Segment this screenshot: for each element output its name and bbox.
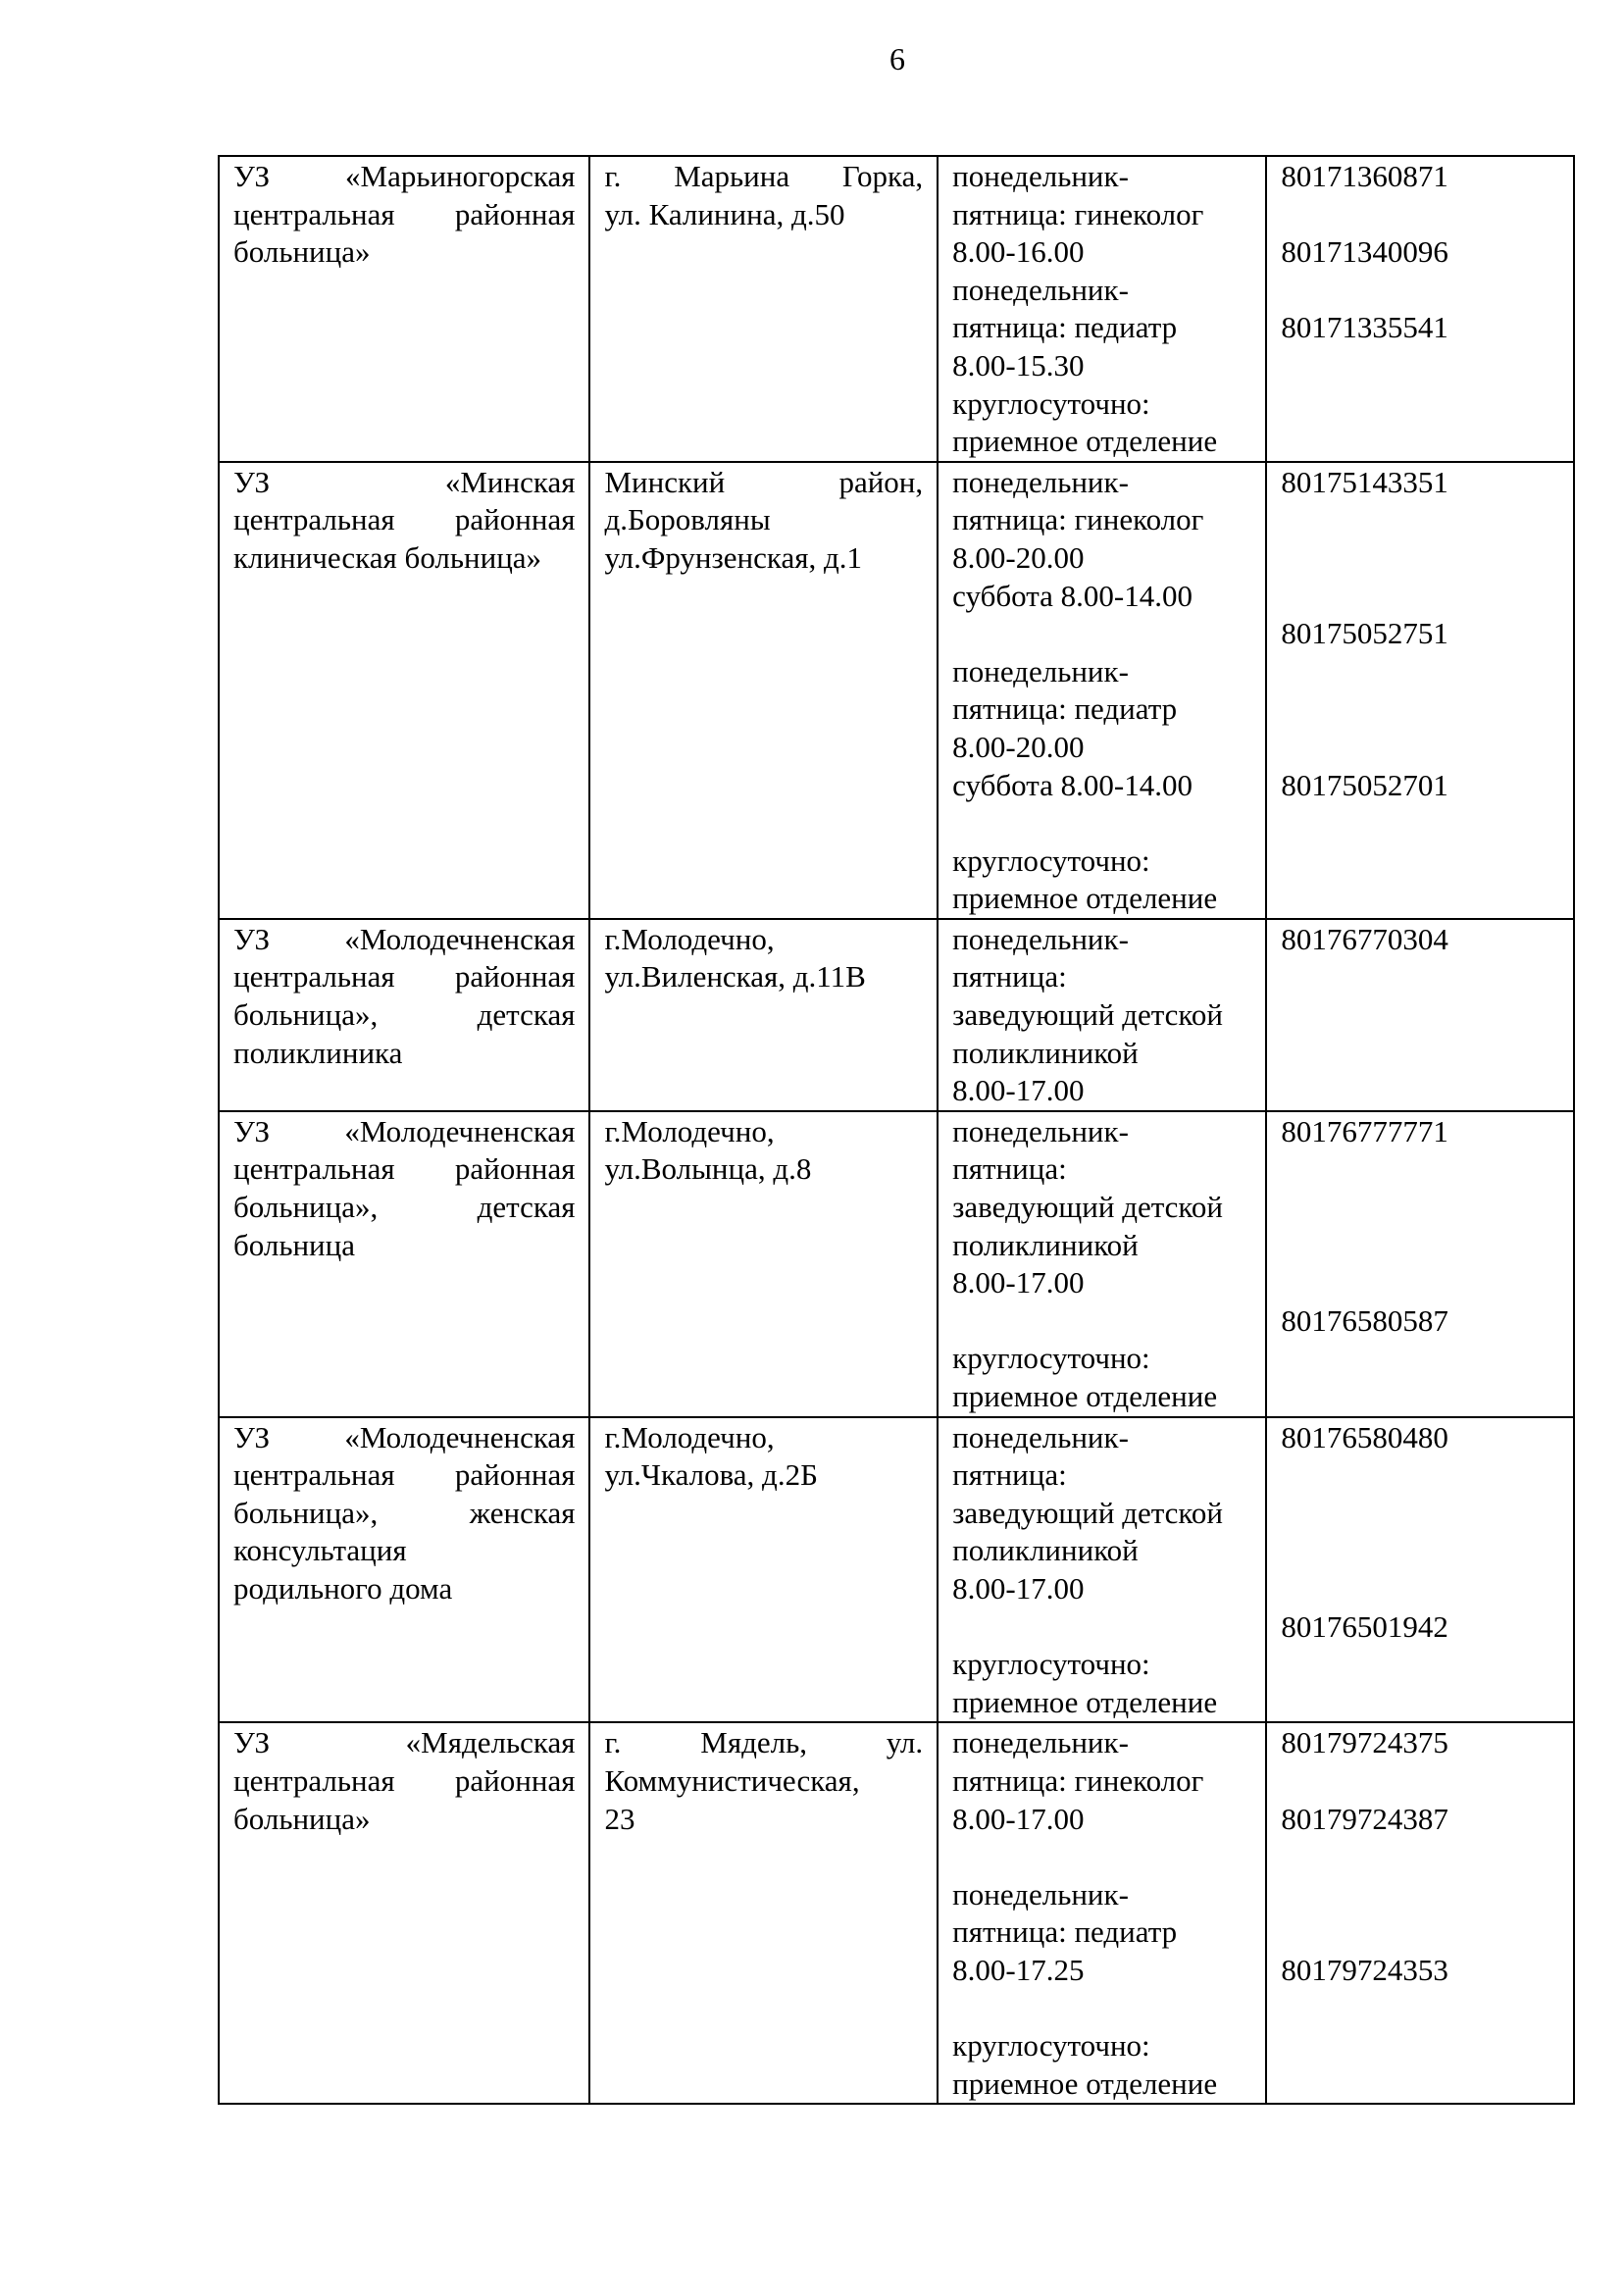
address-line: 23 bbox=[604, 1801, 635, 1836]
hours-line: понедельник- bbox=[952, 159, 1129, 193]
spacer bbox=[1281, 1150, 1559, 1189]
organization-line: клиническая больница» bbox=[233, 539, 542, 575]
hours-line: понедельник- bbox=[952, 1725, 1129, 1760]
hours-line: понедельник- bbox=[952, 1419, 1129, 1454]
hours-line: приемное отделение bbox=[952, 1684, 1218, 1719]
organization-line: УЗ «Минская bbox=[233, 464, 576, 499]
hours-line: круглосуточно: bbox=[952, 1341, 1150, 1376]
address-line: д.Боровляны bbox=[604, 502, 771, 537]
contacts-table bbox=[218, 155, 1575, 2105]
hours-line: пятница: педиатр bbox=[952, 310, 1178, 345]
hours-line: понедельник- bbox=[952, 464, 1129, 499]
spacer bbox=[952, 1838, 1251, 1876]
organization-line: больница bbox=[233, 1227, 355, 1262]
table-row bbox=[219, 919, 1574, 1111]
spacer bbox=[1281, 539, 1559, 578]
hours-line: поликлиникой bbox=[952, 1533, 1139, 1568]
spacer bbox=[1281, 1762, 1559, 1801]
hours-line: приемное отделение bbox=[952, 1379, 1218, 1413]
phone-number: 80176777771 bbox=[1281, 1113, 1448, 1148]
table-row bbox=[219, 156, 1574, 462]
phone-number: 80171335541 bbox=[1281, 310, 1448, 345]
phone-number: 80176580480 bbox=[1281, 1419, 1448, 1454]
hours-line: 8.00-15.30 bbox=[952, 347, 1085, 382]
organization-line: больница» bbox=[233, 234, 371, 270]
hours-line: 8.00-16.00 bbox=[952, 234, 1085, 270]
organization-cell bbox=[219, 1111, 589, 1417]
phone-number: 80171360871 bbox=[1281, 159, 1448, 193]
hours-cell bbox=[938, 1417, 1266, 1723]
organization-line: центральная районная bbox=[233, 959, 576, 994]
address-line: г.Молодечно, bbox=[604, 1419, 775, 1454]
hours-line: пятница: гинеколог bbox=[952, 502, 1204, 537]
hours-line: 8.00-17.00 bbox=[952, 1570, 1085, 1606]
hours-line: суббота 8.00-14.00 bbox=[952, 578, 1193, 613]
spacer bbox=[952, 615, 1251, 653]
hours-cell bbox=[938, 1722, 1266, 2104]
hours-line: поликлиникой bbox=[952, 1227, 1139, 1262]
spacer bbox=[1281, 196, 1559, 234]
hours-line: круглосуточно: bbox=[952, 2028, 1150, 2064]
hours-line: суббота 8.00-14.00 bbox=[952, 767, 1193, 802]
organization-line: центральная районная bbox=[233, 1457, 576, 1493]
organization-line: центральная районная bbox=[233, 1762, 576, 1798]
spacer bbox=[1281, 1456, 1559, 1495]
hours-line: 8.00-17.00 bbox=[952, 1801, 1085, 1836]
spacer bbox=[952, 1302, 1251, 1341]
address-line: Коммунистическая, bbox=[604, 1762, 860, 1798]
spacer bbox=[1281, 729, 1559, 767]
hours-line: приемное отделение bbox=[952, 881, 1218, 916]
organization-cell bbox=[219, 1722, 589, 2104]
organization-cell bbox=[219, 1417, 589, 1723]
spacer bbox=[952, 1608, 1251, 1647]
table-row bbox=[219, 1111, 1574, 1417]
spacer bbox=[952, 1990, 1251, 2028]
hours-line: заведующий детской bbox=[952, 1190, 1223, 1225]
spacer bbox=[1281, 1838, 1559, 1876]
address-cell bbox=[589, 1722, 938, 2104]
organization-line: УЗ «Мядельская bbox=[233, 1725, 576, 1760]
address-line: ул.Волынца, д.8 bbox=[604, 1151, 812, 1187]
page-number: 6 bbox=[889, 41, 905, 76]
spacer bbox=[1281, 1876, 1559, 1914]
organization-line: больница», женская bbox=[233, 1495, 576, 1530]
hours-line: пятница: bbox=[952, 1457, 1067, 1493]
phone-number: 80176770304 bbox=[1281, 921, 1448, 956]
organization-line: больница», детская bbox=[233, 997, 576, 1033]
hours-line: приемное отделение bbox=[952, 424, 1218, 459]
address-cell bbox=[589, 156, 938, 462]
hours-line: 8.00-17.00 bbox=[952, 1073, 1085, 1108]
hours-line: понедельник- bbox=[952, 1113, 1129, 1148]
address-cell bbox=[589, 1417, 938, 1723]
spacer bbox=[1281, 1532, 1559, 1570]
hours-line: заведующий детской bbox=[952, 1495, 1223, 1530]
address-line: ул.Фрунзенская, д.1 bbox=[604, 539, 862, 575]
phone-number: 80179724353 bbox=[1281, 1952, 1448, 1987]
hours-line: поликлиникой bbox=[952, 1035, 1139, 1070]
spacer bbox=[1281, 1227, 1559, 1265]
hours-cell bbox=[938, 462, 1266, 919]
spacer bbox=[1281, 1913, 1559, 1952]
phone-cell bbox=[1266, 156, 1574, 462]
address-line: г. Мядель, ул. bbox=[604, 1725, 924, 1760]
spacer bbox=[1281, 690, 1559, 729]
hours-line: понедельник- bbox=[952, 272, 1129, 307]
hours-cell bbox=[938, 919, 1266, 1111]
hours-line: понедельник- bbox=[952, 1876, 1129, 1912]
organization-cell bbox=[219, 462, 589, 919]
spacer bbox=[1281, 1495, 1559, 1533]
organization-line: больница» bbox=[233, 1801, 371, 1836]
phone-number: 80176580587 bbox=[1281, 1302, 1448, 1338]
spacer bbox=[1281, 653, 1559, 691]
organization-cell bbox=[219, 919, 589, 1111]
address-line: ул.Виленская, д.11В bbox=[604, 959, 866, 994]
organization-cell bbox=[219, 156, 589, 462]
organization-line: УЗ «Молодечненская bbox=[233, 1113, 576, 1148]
address-cell bbox=[589, 1111, 938, 1417]
hours-cell bbox=[938, 1111, 1266, 1417]
address-line: ул. Калинина, д.50 bbox=[604, 196, 845, 231]
hours-line: пятница: педиатр bbox=[952, 1914, 1178, 1950]
phone-cell bbox=[1266, 1417, 1574, 1723]
spacer bbox=[1281, 272, 1559, 310]
organization-line: УЗ «Молодечненская bbox=[233, 1419, 576, 1454]
hours-line: круглосуточно: bbox=[952, 842, 1150, 878]
organization-line: УЗ «Марьиногорская bbox=[233, 159, 576, 193]
hours-cell bbox=[938, 156, 1266, 462]
phone-number: 80175052701 bbox=[1281, 767, 1448, 802]
contacts-table-body bbox=[219, 156, 1574, 2104]
hours-line: 8.00-20.00 bbox=[952, 729, 1085, 764]
spacer bbox=[1281, 501, 1559, 539]
phone-cell bbox=[1266, 1111, 1574, 1417]
address-line: г. Марьина Горка, bbox=[604, 159, 924, 193]
phone-number: 80175143351 bbox=[1281, 464, 1448, 499]
organization-line: родильного дома bbox=[233, 1570, 453, 1606]
organization-line: УЗ «Молодечненская bbox=[233, 921, 576, 956]
spacer bbox=[1281, 1570, 1559, 1608]
table-row bbox=[219, 1417, 1574, 1723]
hours-line: 8.00-17.25 bbox=[952, 1952, 1085, 1987]
hours-line: пятница: гинеколог bbox=[952, 196, 1204, 231]
table-row bbox=[219, 1722, 1574, 2104]
address-line: Минский район, bbox=[604, 464, 924, 499]
organization-line: больница», детская bbox=[233, 1190, 576, 1225]
hours-line: понедельник- bbox=[952, 921, 1129, 956]
phone-number: 80179724375 bbox=[1281, 1725, 1448, 1760]
phone-number: 80175052751 bbox=[1281, 616, 1448, 651]
address-cell bbox=[589, 462, 938, 919]
hours-line: пятница: bbox=[952, 1151, 1067, 1187]
hours-line: пятница: bbox=[952, 959, 1067, 994]
address-line: г.Молодечно, bbox=[604, 921, 775, 956]
hours-line: пятница: педиатр bbox=[952, 691, 1178, 727]
organization-line: поликлиника bbox=[233, 1035, 403, 1070]
organization-line: центральная районная bbox=[233, 502, 576, 537]
phone-number: 80179724387 bbox=[1281, 1801, 1448, 1836]
hours-line: пятница: гинеколог bbox=[952, 1762, 1204, 1798]
organization-line: центральная районная bbox=[233, 1151, 576, 1187]
spacer bbox=[952, 804, 1251, 842]
phone-cell bbox=[1266, 919, 1574, 1111]
hours-line: понедельник- bbox=[952, 653, 1129, 688]
hours-line: заведующий детской bbox=[952, 997, 1223, 1033]
organization-line: консультация bbox=[233, 1533, 407, 1568]
phone-number: 80171340096 bbox=[1281, 234, 1448, 270]
phone-cell bbox=[1266, 1722, 1574, 2104]
phone-cell bbox=[1266, 462, 1574, 919]
hours-line: круглосуточно: bbox=[952, 1647, 1150, 1682]
hours-line: 8.00-20.00 bbox=[952, 539, 1085, 575]
address-cell bbox=[589, 919, 938, 1111]
hours-line: приемное отделение bbox=[952, 2065, 1218, 2101]
hours-line: круглосуточно: bbox=[952, 385, 1150, 421]
table-row bbox=[219, 462, 1574, 919]
spacer bbox=[1281, 1264, 1559, 1302]
hours-line: 8.00-17.00 bbox=[952, 1265, 1085, 1300]
address-line: ул.Чкалова, д.2Б bbox=[604, 1457, 818, 1493]
organization-line: центральная районная bbox=[233, 196, 576, 231]
address-line: г.Молодечно, bbox=[604, 1113, 775, 1148]
spacer bbox=[1281, 1189, 1559, 1227]
spacer bbox=[1281, 578, 1559, 616]
phone-number: 80176501942 bbox=[1281, 1608, 1448, 1644]
